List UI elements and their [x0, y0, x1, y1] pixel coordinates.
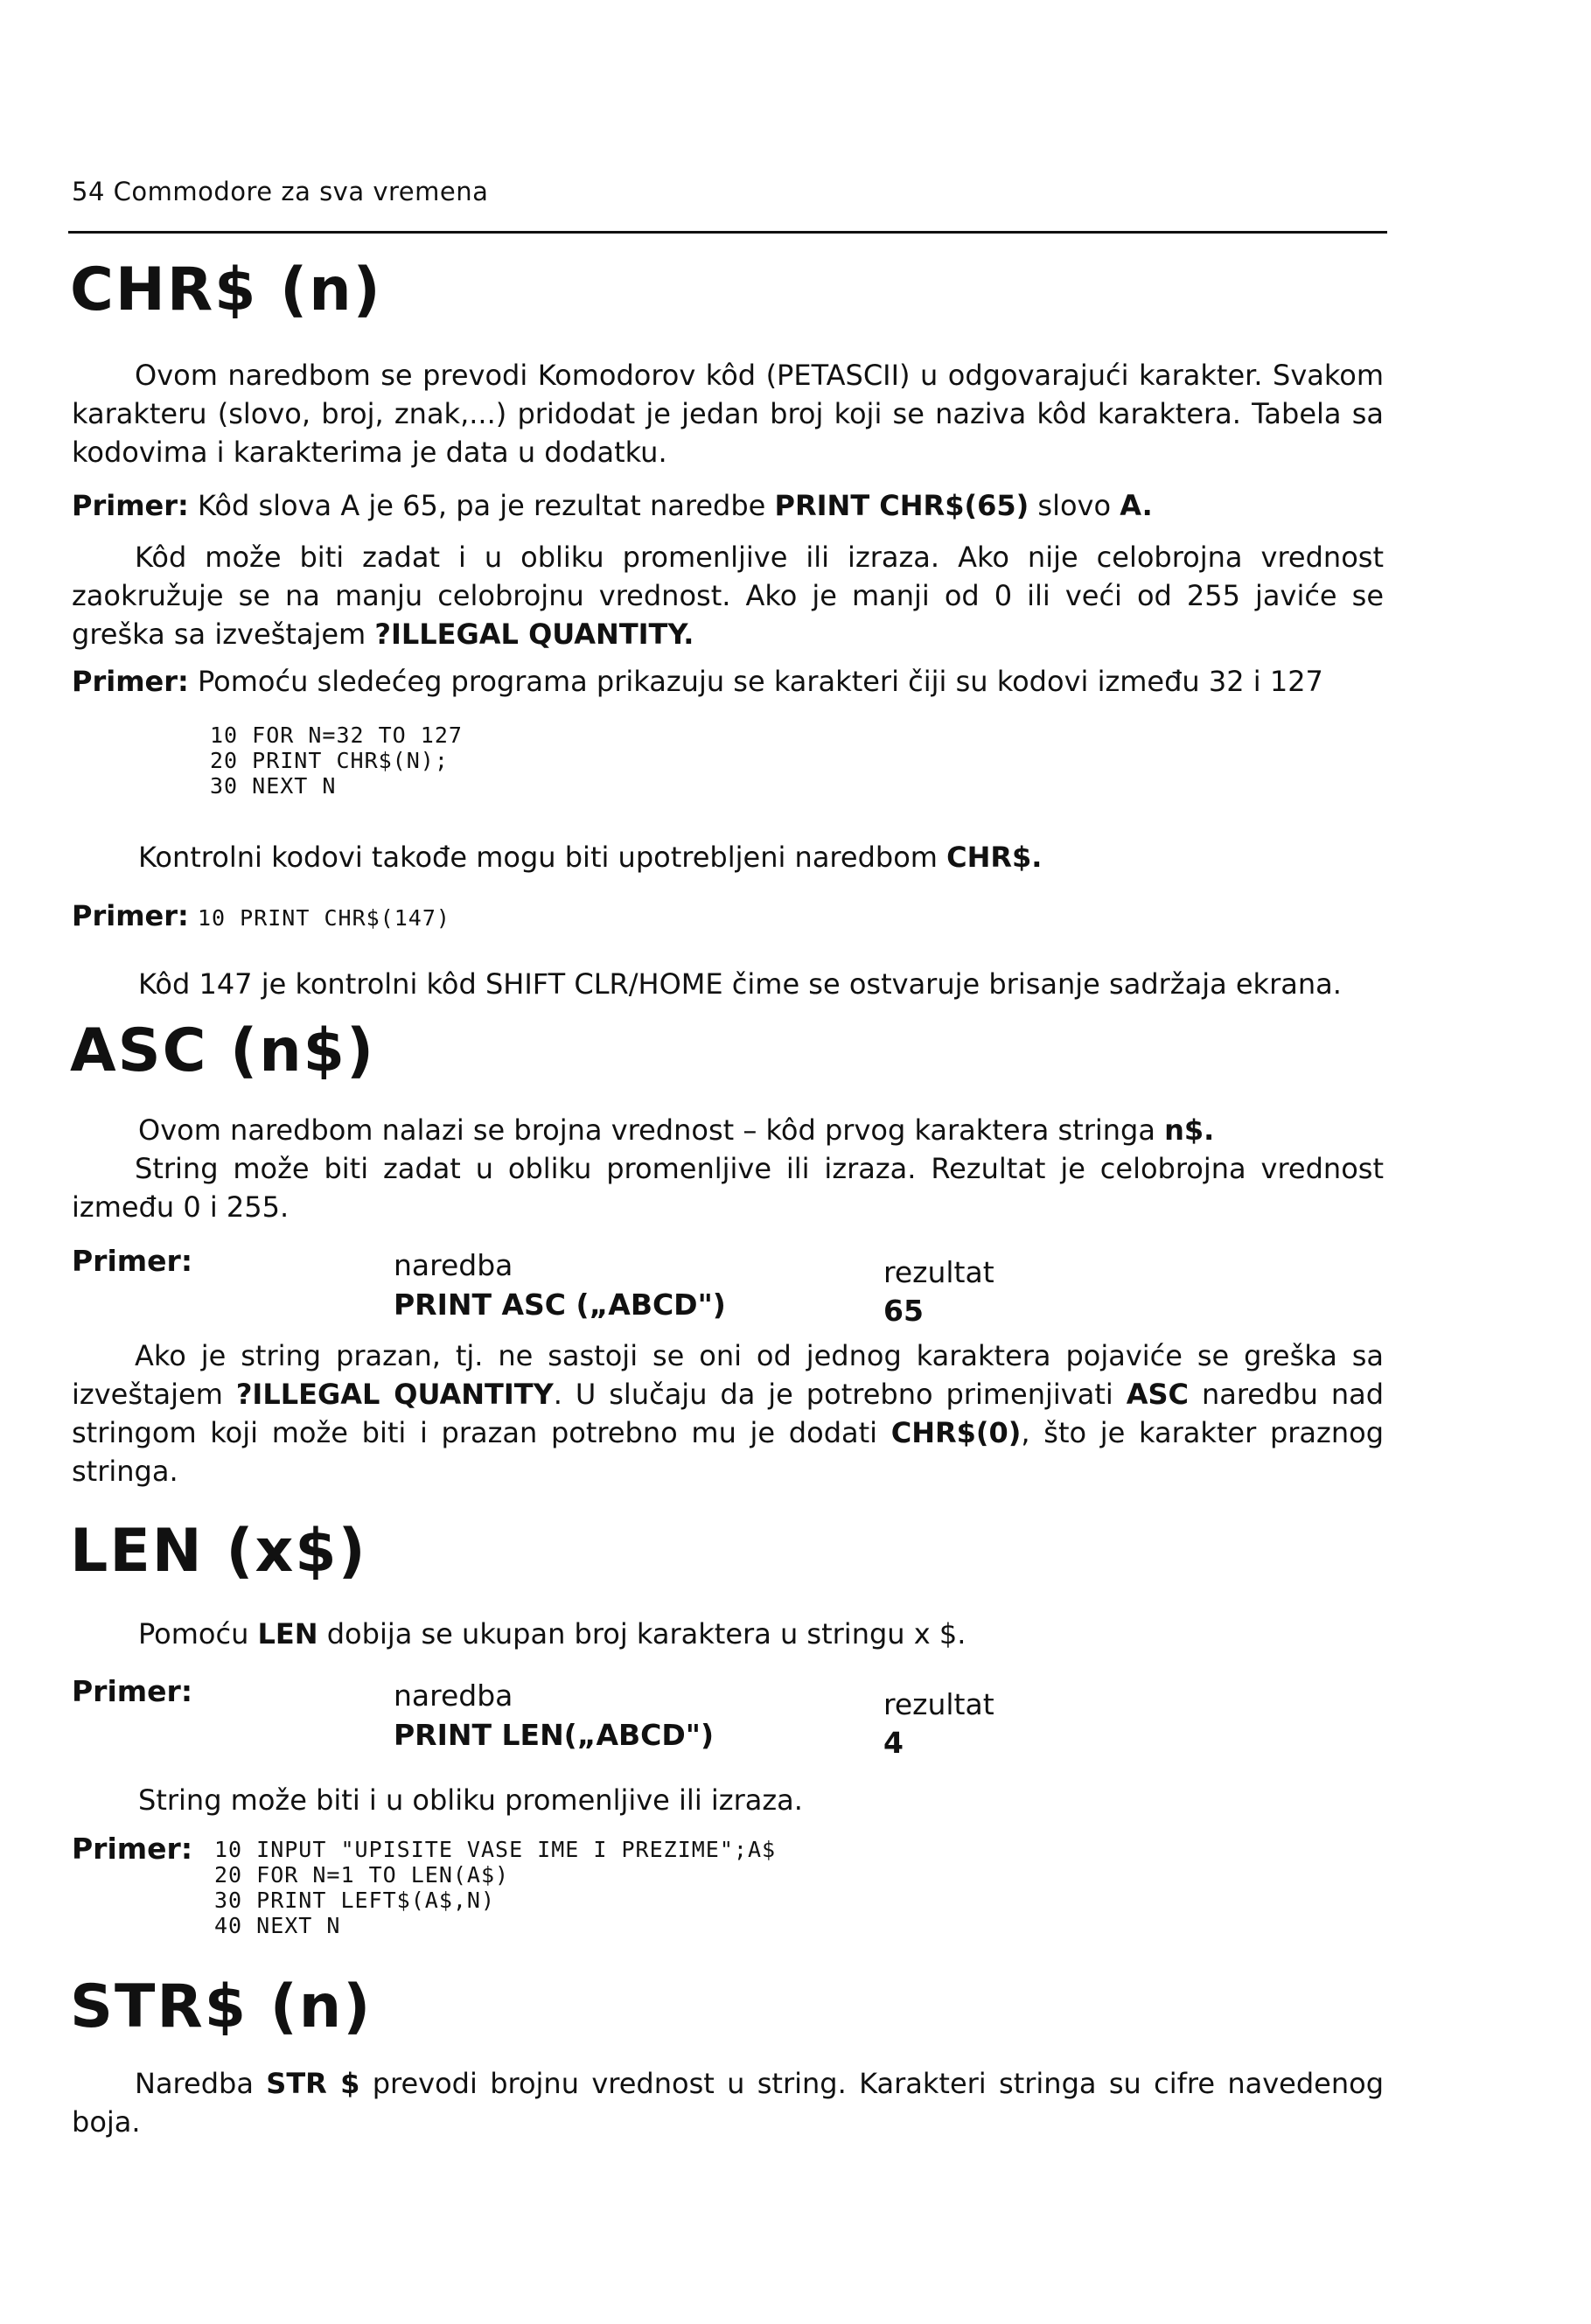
asc-paragraph-2: String može biti zadat u obliku promenljive ili izraza. Rezultat je celobrojna vrednost između 0 i 255.	[72, 1152, 1384, 1224]
primer-label: Primer:	[72, 1244, 193, 1278]
primer-label: Primer:	[72, 665, 189, 698]
page-number: 54	[72, 177, 105, 206]
chr-example-1: Primer: Kôd slova A je 65, pa je rezultat naredbe PRINT CHR$(65) slovo A.	[72, 489, 1153, 522]
code-inline: PRINT CHR$(65)	[774, 489, 1029, 522]
asc-command: PRINT ASC („ABCD")	[394, 1288, 726, 1322]
chr-example-2: Primer: Pomoću sledećeg programa prikazuju se karakteri čiji su kodovi između 32 i 127	[72, 665, 1323, 698]
chr-paragraph-2: Kôd može biti zadat i u obliku promenljive ili izraza. Ako nije celobrojna vrednost zaokružuje se na manju celobrojnu vrednost. Ako je manji od 0 ili veći od 255 javiće se greška sa izveštajem ?ILLEGAL QUANTITY.	[72, 541, 1384, 651]
asc-paragraph-3: Ako je string prazan, tj. ne sastoji se oni od jednog karaktera pojaviće se greška sa izveštajem ?ILLEGAL QUANTITY. U slučaju da je potrebno primenjivati ASC naredbu nad stringom koji može biti i prazan potrebno mu je dodati CHR$(0), što je karakter praznog stringa.	[72, 1339, 1385, 1488]
running-header	[72, 177, 488, 206]
chr-paragraph-1: Ovom naredbom se prevodi Komodorov kôd (PETASCII) u odgovarajući karakter. Svakom karakteru (slovo, broj, znak,...) pridodat je jedan broj koji se naziva kôd karaktera. Tabela sa kodovima i karakterima je data u dodatku.	[72, 359, 1384, 469]
header-rule	[68, 231, 1387, 234]
error-text: ?ILLEGAL QUANTITY.	[374, 618, 694, 651]
chr-example-3	[72, 897, 1384, 938]
heading-len: LEN (x$)	[70, 1517, 367, 1586]
code-inline: 10 PRINT CHR$(147)	[198, 905, 450, 931]
running-title: Commodore za sva vremena	[113, 177, 489, 206]
asc-result: 65	[883, 1294, 924, 1328]
column-header-rezultat: rezultat	[883, 1255, 994, 1289]
primer-label: Primer:	[72, 489, 189, 522]
chr-paragraph-3: Kontrolni kodovi takođe mogu biti upotrebljeni naredbom CHR$.	[138, 841, 1043, 874]
heading-chr: CHR$ (n)	[70, 255, 382, 325]
len-paragraph-1: Pomoću LEN dobija se ukupan broj karaktera u stringu x $.	[138, 1617, 966, 1651]
heading-asc: ASC (n$)	[70, 1016, 376, 1085]
column-header-naredba: naredba	[394, 1678, 513, 1713]
asc-paragraph-1: Ovom naredbom nalazi se brojna vrednost – kôd prvog karaktera stringa n$.	[138, 1113, 1215, 1147]
primer-label: Primer:	[72, 1674, 193, 1708]
heading-str: STR$ (n)	[70, 1972, 373, 2041]
str-paragraph-1: Naredba STR $ prevodi brojnu vrednost u string. Karakteri stringa su cifre navedenog boja.	[72, 2067, 1385, 2139]
code-listing-len: 10 INPUT "UPISITE VASE IME I PREZIME";A$ 20 FOR N=1 TO LEN(A$) 30 PRINT LEFT$(A$,N) 40 NEXT N	[214, 1837, 777, 1938]
primer-label: Primer:	[72, 899, 189, 932]
primer-label: Primer:	[72, 1832, 193, 1866]
len-result: 4	[883, 1726, 904, 1760]
column-header-naredba: naredba	[394, 1248, 513, 1282]
len-command: PRINT LEN(„ABCD")	[394, 1718, 715, 1752]
len-paragraph-2: String može biti i u obliku promenljive ili izraza.	[138, 1783, 803, 1817]
code-listing-chr: 10 FOR N=32 TO 127 20 PRINT CHR$(N); 30 NEXT N	[210, 722, 463, 799]
chr-paragraph-4: Kôd 147 je kontrolni kôd SHIFT CLR/HOME čime se ostvaruje brisanje sadržaja ekrana.	[138, 967, 1342, 1001]
column-header-rezultat: rezultat	[883, 1687, 994, 1721]
